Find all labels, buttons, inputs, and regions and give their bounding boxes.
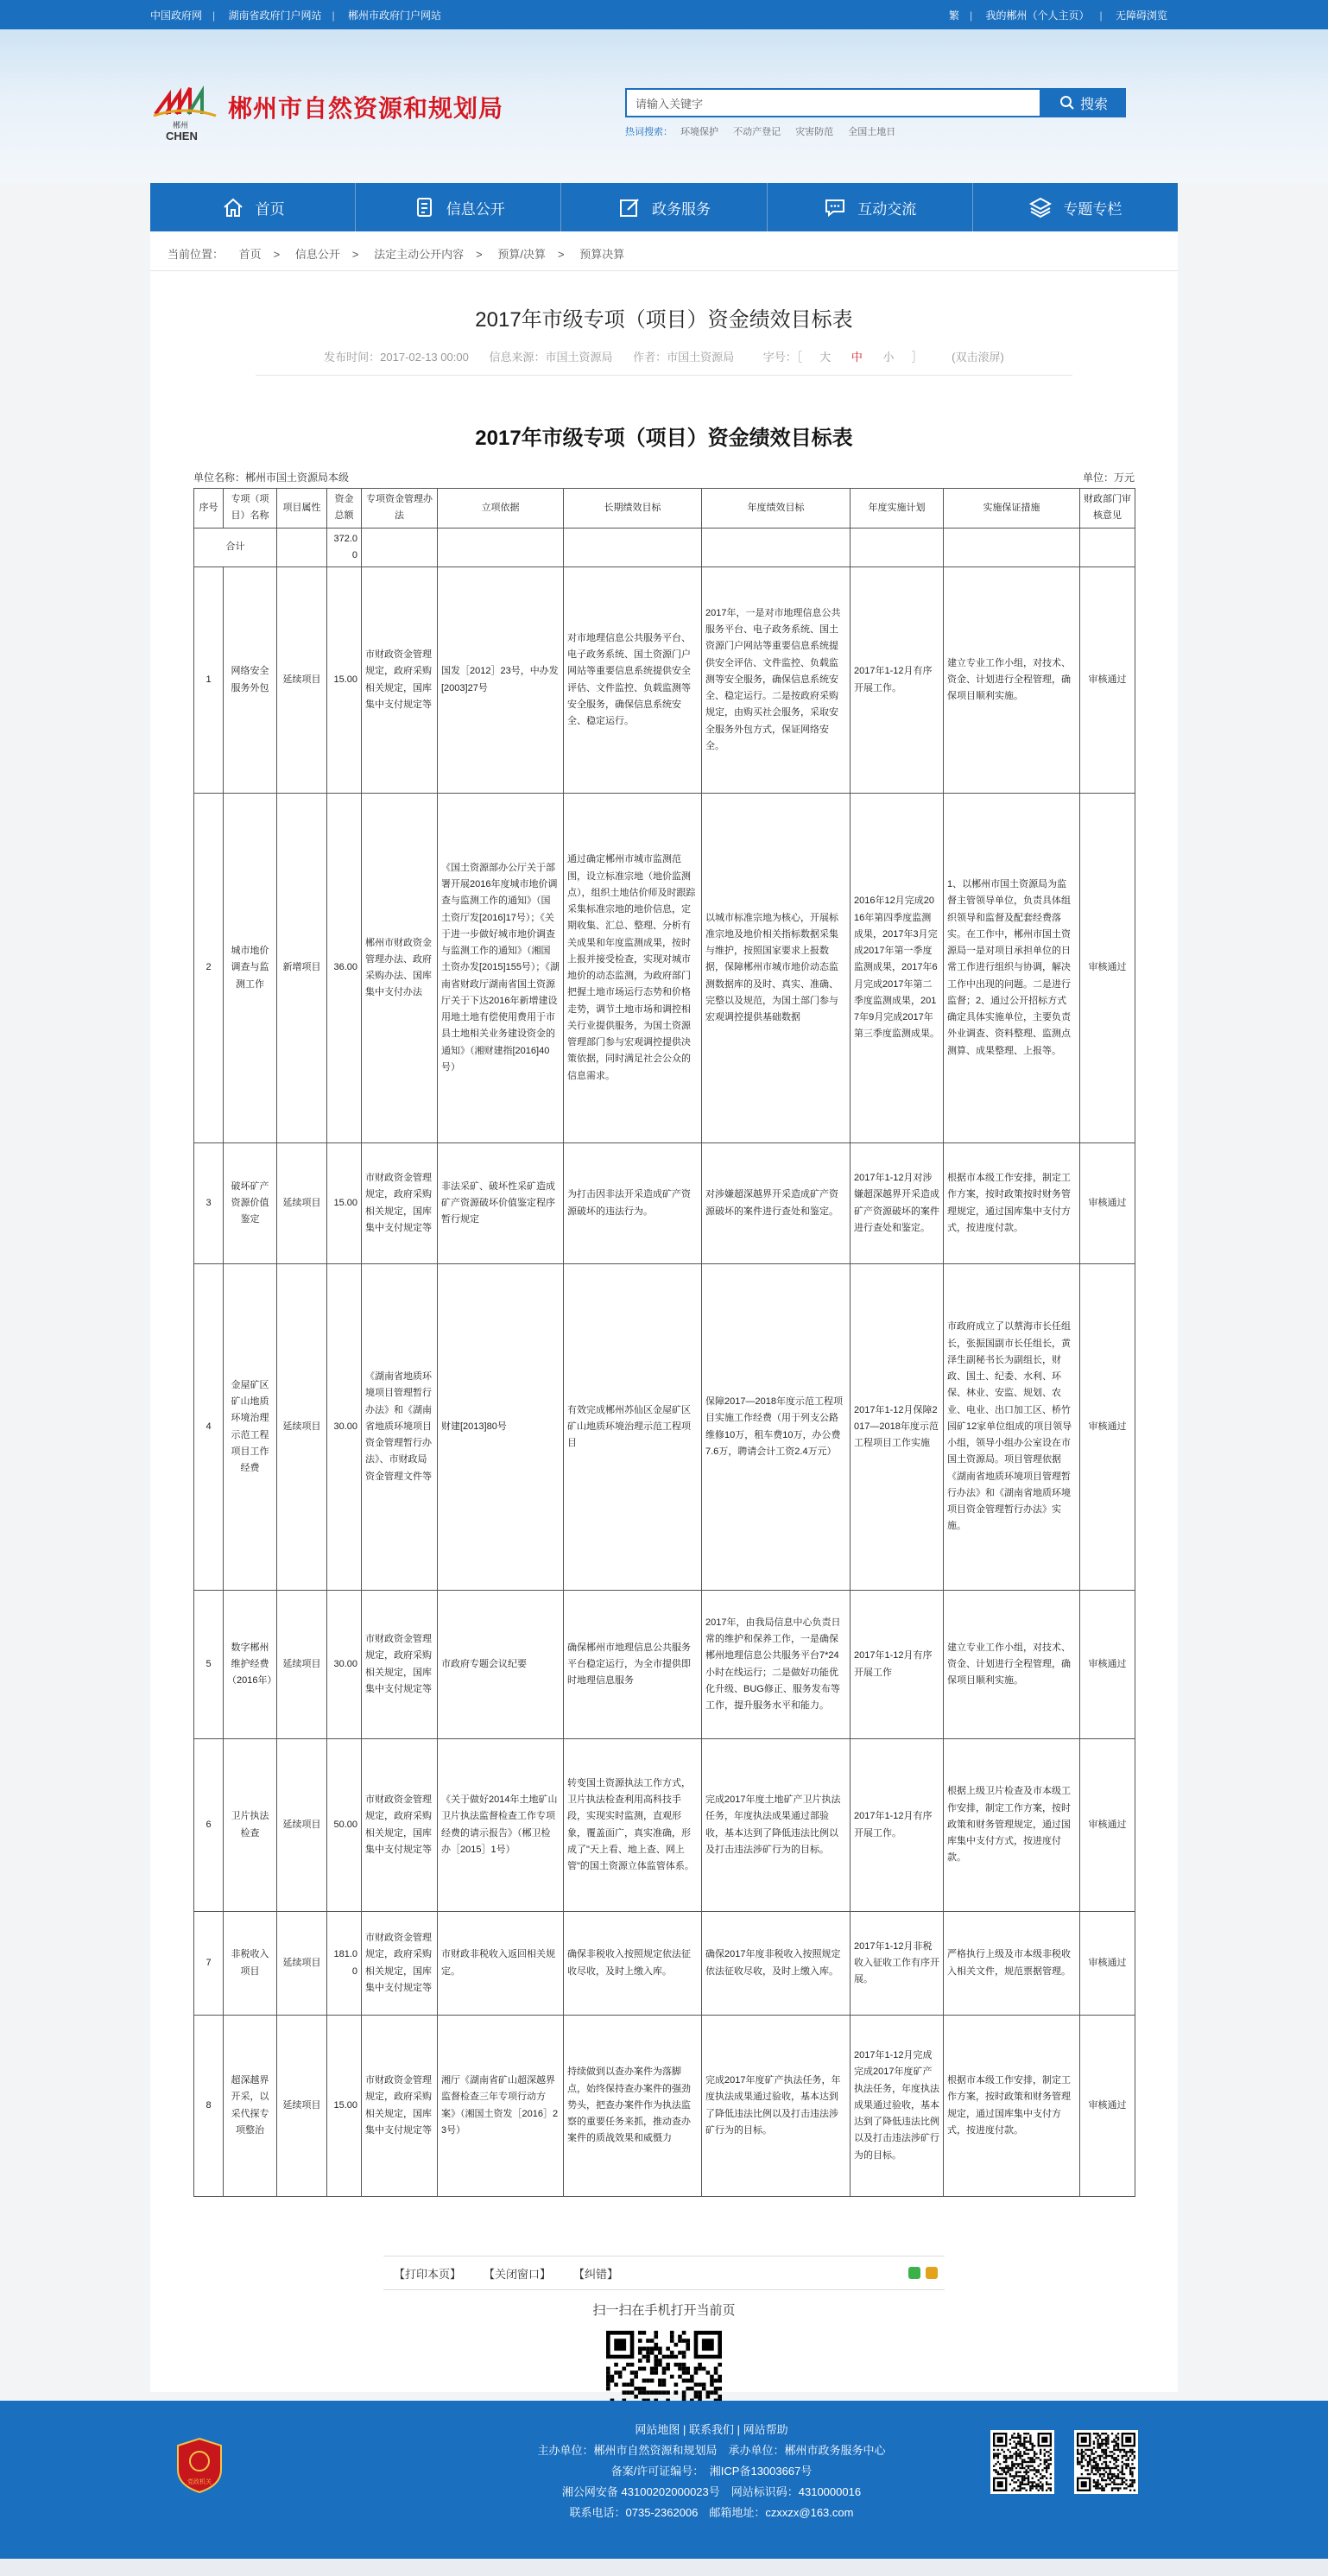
long-term-goal: 确保郴州市地理信息公共服务平台稳定运行，为全市提供即时地理信息服务 xyxy=(564,1591,702,1739)
row-number: 8 xyxy=(194,2016,224,2197)
top-links: 中国政府网 | 湖南省政府门户网站 | 郴州市政府门户网站 xyxy=(150,9,441,22)
nav-interaction-label: 互动交流 xyxy=(857,200,917,218)
search-button[interactable] xyxy=(1041,88,1126,117)
fund-amount: 15.00 xyxy=(327,567,362,794)
guarantee-measure: 建立专业工作小组，对技术、资金、计划进行全程管理，确保项目顺利实施。 xyxy=(944,567,1080,794)
long-term-goal: 为打击因非法开采造成矿产资源破坏的违法行为。 xyxy=(564,1143,702,1264)
nav-special-topics-label: 专题专栏 xyxy=(1063,200,1122,218)
breadcrumb-item[interactable]: 信息公开 xyxy=(294,248,340,261)
nav-special-topics[interactable] xyxy=(973,183,1178,231)
breadcrumb-item[interactable]: 首页 xyxy=(238,248,262,261)
fund-amount: 30.00 xyxy=(327,1591,362,1739)
guarantee-measure: 根据上级卫片检查及市本级工作安排，制定工作方案，按时政策和财务管理规定，通过国库集中支付方式，按进度付款。 xyxy=(944,1739,1080,1912)
hot-word[interactable]: 全国土地日 xyxy=(848,127,896,137)
fund-method: 市财政资金管理规定，政府采购相关规定，国库集中支付规定等 xyxy=(362,1739,438,1912)
fund-amount: 36.00 xyxy=(327,794,362,1143)
col-header: 年度实施计划 xyxy=(851,489,944,528)
article-title: 2017年市级专项（项目）资金绩效目标表 xyxy=(475,308,853,332)
basis: 市政府专题会议纪要 xyxy=(438,1591,564,1739)
share-buttons xyxy=(908,2267,938,2279)
basis: 非法采矿、破坏性采矿造成矿产资源破坏价值鉴定程序暂行规定 xyxy=(438,1143,564,1264)
layers-icon xyxy=(1028,195,1053,219)
top-link-gov[interactable]: 中国政府网 xyxy=(150,9,203,22)
breadcrumb-label: 当前位置： xyxy=(168,248,224,261)
annual-goal: 2017年，一是对市地理信息公共服务平台、电子政务系统、国土资源门户网站等重要信息系统提供安全评估、文件监控、负载监测等安全服务，确保信息系统安全、稳定运行。二是按政府采购规定，由购买社会服务，采取安全服务外包方式，保证网络安全。 xyxy=(702,567,851,794)
footer-qr-code-icon xyxy=(990,2430,1054,2494)
fund-method: 市财政资金管理规定，政府采购相关规定，国库集中支付规定等 xyxy=(362,2016,438,2197)
font-size-control: 字号：［ 大 中 小 ］ xyxy=(762,351,923,364)
fund-method: 郴州市财政资金管理办法、政府采购办法、国库集中支付办法 xyxy=(362,794,438,1143)
performance-table xyxy=(193,488,1135,2197)
nav-home-label: 首页 xyxy=(255,200,285,218)
nav-home[interactable] xyxy=(150,183,356,231)
project-name: 卫片执法检查 xyxy=(224,1739,277,1912)
document-title: 2017年市级专项（项目）资金绩效目标表 xyxy=(475,427,853,450)
long-term-goal: 通过确定郴州市城市监测范围，设立标准宗地（地价监测点），组织土地估价师及时跟踪采集标准宗地的地价信息，定期收集、汇总、整理、分析有关成果和年度监测成果，按时上报并接受检查，实现对城市地价的动态监测，为政府部门把握土地市场运行态势和价格走势，调节土地市场和调控相关行业提供服务，为国土资源管理部门参与宏观调控提供决策依据，同时满足社会公众的信息需求。 xyxy=(564,794,702,1143)
review-opinion: 审核通过 xyxy=(1080,1591,1135,1739)
search-input[interactable]: 请输入关键字 xyxy=(625,88,1041,117)
main-content xyxy=(150,231,1178,2392)
annual-goal: 2017年，由我局信息中心负责日常的维护和保养工作，一是确保郴州地理信息公共服务平台7*24小时在线运行；二是做好功能优化升级、BUG修正、服务发布等工作，提升服务水平和能力。 xyxy=(702,1591,851,1739)
breadcrumb-item[interactable]: 预算/决算 xyxy=(497,248,546,261)
my-chenzhou-link[interactable]: 我的郴州（个人主页） xyxy=(985,9,1090,22)
annual-plan: 2017年1-12月对涉嫌超深越界开采造成矿产资源破坏的案件进行查处和鉴定。 xyxy=(851,1143,944,1264)
close-window-button[interactable]: 【关闭窗口】 xyxy=(484,2267,552,2281)
footer-links[interactable]: 网站地图 | 联系我们 | 网站帮助 xyxy=(635,2423,788,2436)
main-nav xyxy=(150,183,1178,231)
total-amount: 372.00 xyxy=(327,528,362,567)
logo-emblem-icon xyxy=(150,79,219,143)
review-opinion: 审核通过 xyxy=(1080,1264,1135,1591)
table-row xyxy=(194,1739,1135,1912)
total-label: 合计 xyxy=(194,528,277,567)
header xyxy=(0,29,1328,183)
unit-row xyxy=(169,470,1159,488)
basis: 财建[2013]80号 xyxy=(438,1264,564,1591)
document-icon xyxy=(412,195,436,219)
top-right-links: 繁 | 我的郴州（个人主页） | 无障碍浏览 xyxy=(949,9,1167,22)
traditional-chinese-link[interactable]: 繁 xyxy=(949,9,960,22)
party-gov-emblem-icon[interactable] xyxy=(176,2437,223,2494)
annual-goal: 完成2017年度矿产执法任务，年度执法成果通过验收，基本达到了降低违法比例以及打击违法涉矿行为的目标。 xyxy=(702,2016,851,2197)
table-row xyxy=(194,567,1135,794)
fund-amount: 181.00 xyxy=(327,1912,362,2016)
annual-goal: 完成2017年度土地矿产卫片执法任务，年度执法成果通过部验收，基本达到了降低违法比例以及打击违法涉矿行为的目标。 xyxy=(702,1739,851,1912)
search-button-label: 搜索 xyxy=(1079,97,1108,112)
hot-word[interactable]: 不动产登记 xyxy=(733,127,781,137)
fund-amount: 50.00 xyxy=(327,1739,362,1912)
breadcrumb-item[interactable]: 预算决算 xyxy=(579,248,625,261)
footer-police[interactable]: 湘公网安备 43100202000023号 网站标识码：4310000016 xyxy=(561,2485,862,2498)
breadcrumb-item[interactable]: 法定主动公开内容 xyxy=(374,248,465,261)
table-row xyxy=(194,2016,1135,2197)
annual-goal: 以城市标准宗地为核心，开展标准宗地及地价相关指标数据采集与维护，按照国家要求上报数据，保障郴州市城市地价动态监测数据库的及时、真实、准确、完整以及规范，为国土部门参与宏观调控提供基础数据 xyxy=(702,794,851,1143)
project-name: 城市地价调查与监测工作 xyxy=(224,794,277,1143)
table-row xyxy=(194,1591,1135,1739)
review-opinion: 审核通过 xyxy=(1080,1739,1135,1912)
col-header: 专项（项目）名称 xyxy=(224,489,277,528)
nav-info-public-label: 信息公开 xyxy=(446,200,505,218)
hot-words-label: 热词搜索： xyxy=(625,127,673,137)
project-attribute: 延续项目 xyxy=(277,1264,327,1591)
unit-name: 单位名称：郴州市国土资源局本级 xyxy=(193,472,350,484)
guarantee-measure: 市政府成立了以蔡海市长任组长，张振国副市长任组长，黄泽生副秘书长为副组长，财政、国土、纪委、水利、环保、林业、安监、规划、农业、电业、出口加工区、桥竹园矿12家单位组成的项目领导小组，领导小组办公室设在市国土资源局。项目管理依据《湖南省地质环境项目管理暂行办法》和《湖南省地质环境项目资金管理暂行办法》实施。 xyxy=(944,1264,1080,1591)
long-term-goal: 确保非税收入按照规定依法征收尽收，及时上缴入库。 xyxy=(564,1912,702,2016)
basis: 湘厅《湖南省矿山超深越界监督检查三年专项行动方案》（湘国土资发［2016］23号） xyxy=(438,2016,564,2197)
fund-amount: 15.00 xyxy=(327,2016,362,2197)
search-icon xyxy=(1059,95,1075,111)
guarantee-measure: 建立专业工作小组，对技术、资金、计划进行全程管理，确保项目顺利实施。 xyxy=(944,1591,1080,1739)
fund-method: 市财政资金管理规定，政府采购相关规定，国库集中支付规定等 xyxy=(362,1912,438,2016)
site-logo[interactable] xyxy=(150,79,503,143)
fund-amount: 15.00 xyxy=(327,1143,362,1264)
footer-text xyxy=(513,2420,910,2523)
project-attribute: 延续项目 xyxy=(277,567,327,794)
emblem-label: 党政机关 xyxy=(187,2478,212,2485)
fund-method: 市财政资金管理规定，政府采购相关规定，国库集中支付规定等 xyxy=(362,567,438,794)
unit-label: 单位：万元 xyxy=(1082,472,1135,484)
font-size-medium[interactable]: 中 xyxy=(851,351,863,364)
long-term-goal: 转变国土资源执法工作方式，卫片执法检查利用高科技手段，实现实时监测，直观形象，覆盖面广，真实准确，形成了"天上看、地上查、网上管"的国土资源立体监管体系。 xyxy=(564,1739,702,1912)
review-opinion: 审核通过 xyxy=(1080,2016,1135,2197)
col-header: 项目属性 xyxy=(277,489,327,528)
logo-en-text: CHEN xyxy=(166,130,198,142)
annual-goal: 保障2017—2018年度示范工程项目实施工作经费（用于列支公路维修10万，租车费10万，办公费7.6万，聘请会计工资2.4万元） xyxy=(702,1264,851,1591)
nav-interaction[interactable] xyxy=(768,183,973,231)
top-bar xyxy=(0,0,1328,29)
info-source: 信息来源：市国土资源局 xyxy=(489,351,613,364)
top-link-hunan[interactable]: 湖南省政府门户网站 xyxy=(228,9,322,22)
footer-icp[interactable]: 备案/许可证编号： 湘ICP备13003667号 xyxy=(610,2465,813,2478)
font-size-small[interactable]: 小 xyxy=(882,351,895,364)
fund-method: 市财政资金管理规定，政府采购相关规定，国库集中支付规定等 xyxy=(362,1143,438,1264)
nav-gov-service[interactable] xyxy=(561,183,767,231)
col-header: 长期绩效目标 xyxy=(564,489,702,528)
home-icon xyxy=(221,195,245,219)
row-number: 2 xyxy=(194,794,224,1143)
chat-icon xyxy=(823,195,847,219)
project-attribute: 延续项目 xyxy=(277,1912,327,2016)
top-link-chenzhou[interactable]: 郴州市政府门户网站 xyxy=(347,9,441,22)
breadcrumb: 当前位置： 首页 > 信息公开 > 法定主动公开内容 > 预算/决算 > 预算决算 xyxy=(150,231,1178,271)
row-number: 5 xyxy=(194,1591,224,1739)
row-number: 4 xyxy=(194,1264,224,1591)
nav-gov-service-label: 政务服务 xyxy=(652,200,711,218)
nav-info-public[interactable] xyxy=(356,183,561,231)
search-area xyxy=(625,88,1126,138)
annual-plan: 2016年12月完成2016年第四季度监测成果，2017年3月完成2017年第一季度监测成果，2017年6月完成2017年第二季度监测成果，2017年9月完成2017年第三季度监测成果。 xyxy=(851,794,944,1143)
project-attribute: 延续项目 xyxy=(277,1143,327,1264)
col-header: 年度绩效目标 xyxy=(702,489,851,528)
fund-method: 市财政资金管理规定，政府采购相关规定，国库集中支付规定等 xyxy=(362,1591,438,1739)
table-header-row xyxy=(194,489,1135,528)
fund-method: 《湖南省地质环境项目管理暂行办法》和《湖南省地质环境项目资金管理暂行办法》、市财政局资金管理文件等 xyxy=(362,1264,438,1591)
project-name: 金屋矿区矿山地质环境治理示范工程项目工作经费 xyxy=(224,1264,277,1591)
hot-words xyxy=(625,124,1126,138)
annual-plan: 2017年1-12月完成完成2017年度矿产执法任务，年度执法成果通过验收，基本达到了降低违法比例以及打击违法涉矿行为的目标。 xyxy=(851,2016,944,2197)
project-name: 破坏矿产资源价值鉴定 xyxy=(224,1143,277,1264)
article-meta xyxy=(256,348,1072,376)
publish-time: 发布时间：2017-02-13 00:00 xyxy=(324,351,469,364)
annual-plan: 2017年1-12月非税收入征收工作有序开展。 xyxy=(851,1912,944,2016)
long-term-goal: 对市地理信息公共服务平台、电子政务系统、国土资源门户网站等重要信息系统提供安全评估、文件监控、负载监测等安全服务，确保信息系统安全、稳定运行。 xyxy=(564,567,702,794)
project-name: 超深越界开采，以采代探专项整治 xyxy=(224,2016,277,2197)
footer-sponsor: 主办单位：郴州市自然资源和规划局 承办单位：郴州市政务服务中心 xyxy=(537,2444,886,2457)
double-click-scroll[interactable]: (双击滚屏) xyxy=(952,351,1004,364)
hot-word[interactable]: 环境保护 xyxy=(680,127,719,137)
footer-contact: 联系电话：0735-2362006 邮箱地址：czxxzx@163.com xyxy=(569,2506,854,2519)
table-row xyxy=(194,1143,1135,1264)
footer xyxy=(0,2401,1328,2559)
wechat-icon[interactable] xyxy=(908,2267,920,2279)
footer-qr-code-icon xyxy=(1074,2430,1138,2494)
hot-word[interactable]: 灾害防范 xyxy=(795,127,834,137)
col-header: 序号 xyxy=(194,489,224,528)
long-term-goal: 持续做到以查办案件为落脚点，始终保持查办案件的强劲势头，把查办案件作为执法监察的重要任务来抓，推动查办案件的质战效果和威慑力 xyxy=(564,2016,702,2197)
scan-hint: 扫一扫在手机打开当前页 xyxy=(592,2303,736,2318)
weibo-icon[interactable] xyxy=(926,2267,938,2279)
project-attribute: 延续项目 xyxy=(277,1739,327,1912)
review-opinion: 审核通过 xyxy=(1080,794,1135,1143)
guarantee-measure: 1、以郴州市国土资源局为监督主管领导单位，负责具体组织领导和监督及配套经费落实。在工作中，郴州市国土资源局一是对项目承担单位的日常工作进行组织与协调，解决工作中出现的问题。二是进行监督；2、通过公开招标方式确定具体实施单位，主要负责外业调查、资料整理、监测点测算、成果整理、上报等。 xyxy=(944,794,1080,1143)
project-name: 非税收入项目 xyxy=(224,1912,277,2016)
annual-plan: 2017年1-12月保障2017—2018年度示范工程项目工作实施 xyxy=(851,1264,944,1591)
col-header: 实施保证措施 xyxy=(944,489,1080,528)
project-attribute: 新增项目 xyxy=(277,794,327,1143)
accessibility-link[interactable]: 无障碍浏览 xyxy=(1115,9,1167,22)
col-header: 财政部门审核意见 xyxy=(1080,489,1135,528)
total-row xyxy=(194,528,1135,567)
report-error-button[interactable]: 【纠错】 xyxy=(573,2267,619,2281)
project-name: 数字郴州维护经费（2016年） xyxy=(224,1591,277,1739)
basis: 《国土资源部办公厅关于部署开展2016年度城市地价调查与监测工作的通知》（国土资厅发[2016]17号）；《关于进一步做好城市地价调查与监测工作的通知》（湘国土资办发[2015]155号）；《湖南省财政厅湖南省国土资源厅关于下达2016年新增建设用地土地有偿使用费用于市县土地相关业务建设资金的通知》（湘财建指[2016]40号） xyxy=(438,794,564,1143)
annual-goal: 对涉嫌超深越界开采造成矿产资源破坏的案件进行查处和鉴定。 xyxy=(702,1143,851,1264)
row-number: 3 xyxy=(194,1143,224,1264)
review-opinion: 审核通过 xyxy=(1080,567,1135,794)
basis: 《关于做好2014年土地矿山卫片执法监督检查工作专项经费的请示报告》（郴卫检办［2015］1号） xyxy=(438,1739,564,1912)
edit-icon xyxy=(617,195,642,219)
article-tools xyxy=(383,2256,945,2290)
annual-plan: 2017年1-12月有序开展工作。 xyxy=(851,1739,944,1912)
project-attribute: 延续项目 xyxy=(277,1591,327,1739)
review-opinion: 审核通过 xyxy=(1080,1912,1135,2016)
logo-sub-text: 郴州 xyxy=(173,122,189,130)
print-button[interactable]: 【打印本页】 xyxy=(394,2267,462,2281)
annual-goal: 确保2017年度非税收入按照规定依法征收尽收，及时上缴入库。 xyxy=(702,1912,851,2016)
annual-plan: 2017年1-12月有序开展工作。 xyxy=(851,567,944,794)
row-number: 7 xyxy=(194,1912,224,2016)
long-term-goal: 有效完成郴州苏仙区金屋矿区矿山地质环境治理示范工程项目 xyxy=(564,1264,702,1591)
author: 作者：市国土资源局 xyxy=(633,351,735,364)
row-number: 6 xyxy=(194,1739,224,1912)
col-header: 立项依据 xyxy=(438,489,564,528)
guarantee-measure: 严格执行上级及市本级非税收入相关文件，规范票据管理。 xyxy=(944,1912,1080,2016)
project-attribute: 延续项目 xyxy=(277,2016,327,2197)
guarantee-measure: 根据市本级工作安排，制定工作方案，按时政策和财务管理规定，通过国库集中支付方式，按进度付款。 xyxy=(944,2016,1080,2197)
bottom-strip xyxy=(0,2559,1328,2576)
review-opinion: 审核通过 xyxy=(1080,1143,1135,1264)
font-size-big[interactable]: 大 xyxy=(819,351,832,364)
project-name: 网络安全服务外包 xyxy=(224,567,277,794)
table-row xyxy=(194,1912,1135,2016)
guarantee-measure: 根据市本级工作安排，制定工作方案，按时政策按时财务管理规定，通过国库集中支付方式，按进度付款。 xyxy=(944,1143,1080,1264)
row-number: 1 xyxy=(194,567,224,794)
annual-plan: 2017年1-12月有序开展工作 xyxy=(851,1591,944,1739)
site-title: 郴州市自然资源和规划局 xyxy=(228,95,504,122)
table-row xyxy=(194,794,1135,1143)
basis: 市财政非税收入返回相关规定。 xyxy=(438,1912,564,2016)
basis: 国发［2012］23号，中办发[2003]27号 xyxy=(438,567,564,794)
fund-amount: 30.00 xyxy=(327,1264,362,1591)
col-header: 资金总额 xyxy=(327,489,362,528)
col-header: 专项资金管理办法 xyxy=(362,489,438,528)
table-row xyxy=(194,1264,1135,1591)
